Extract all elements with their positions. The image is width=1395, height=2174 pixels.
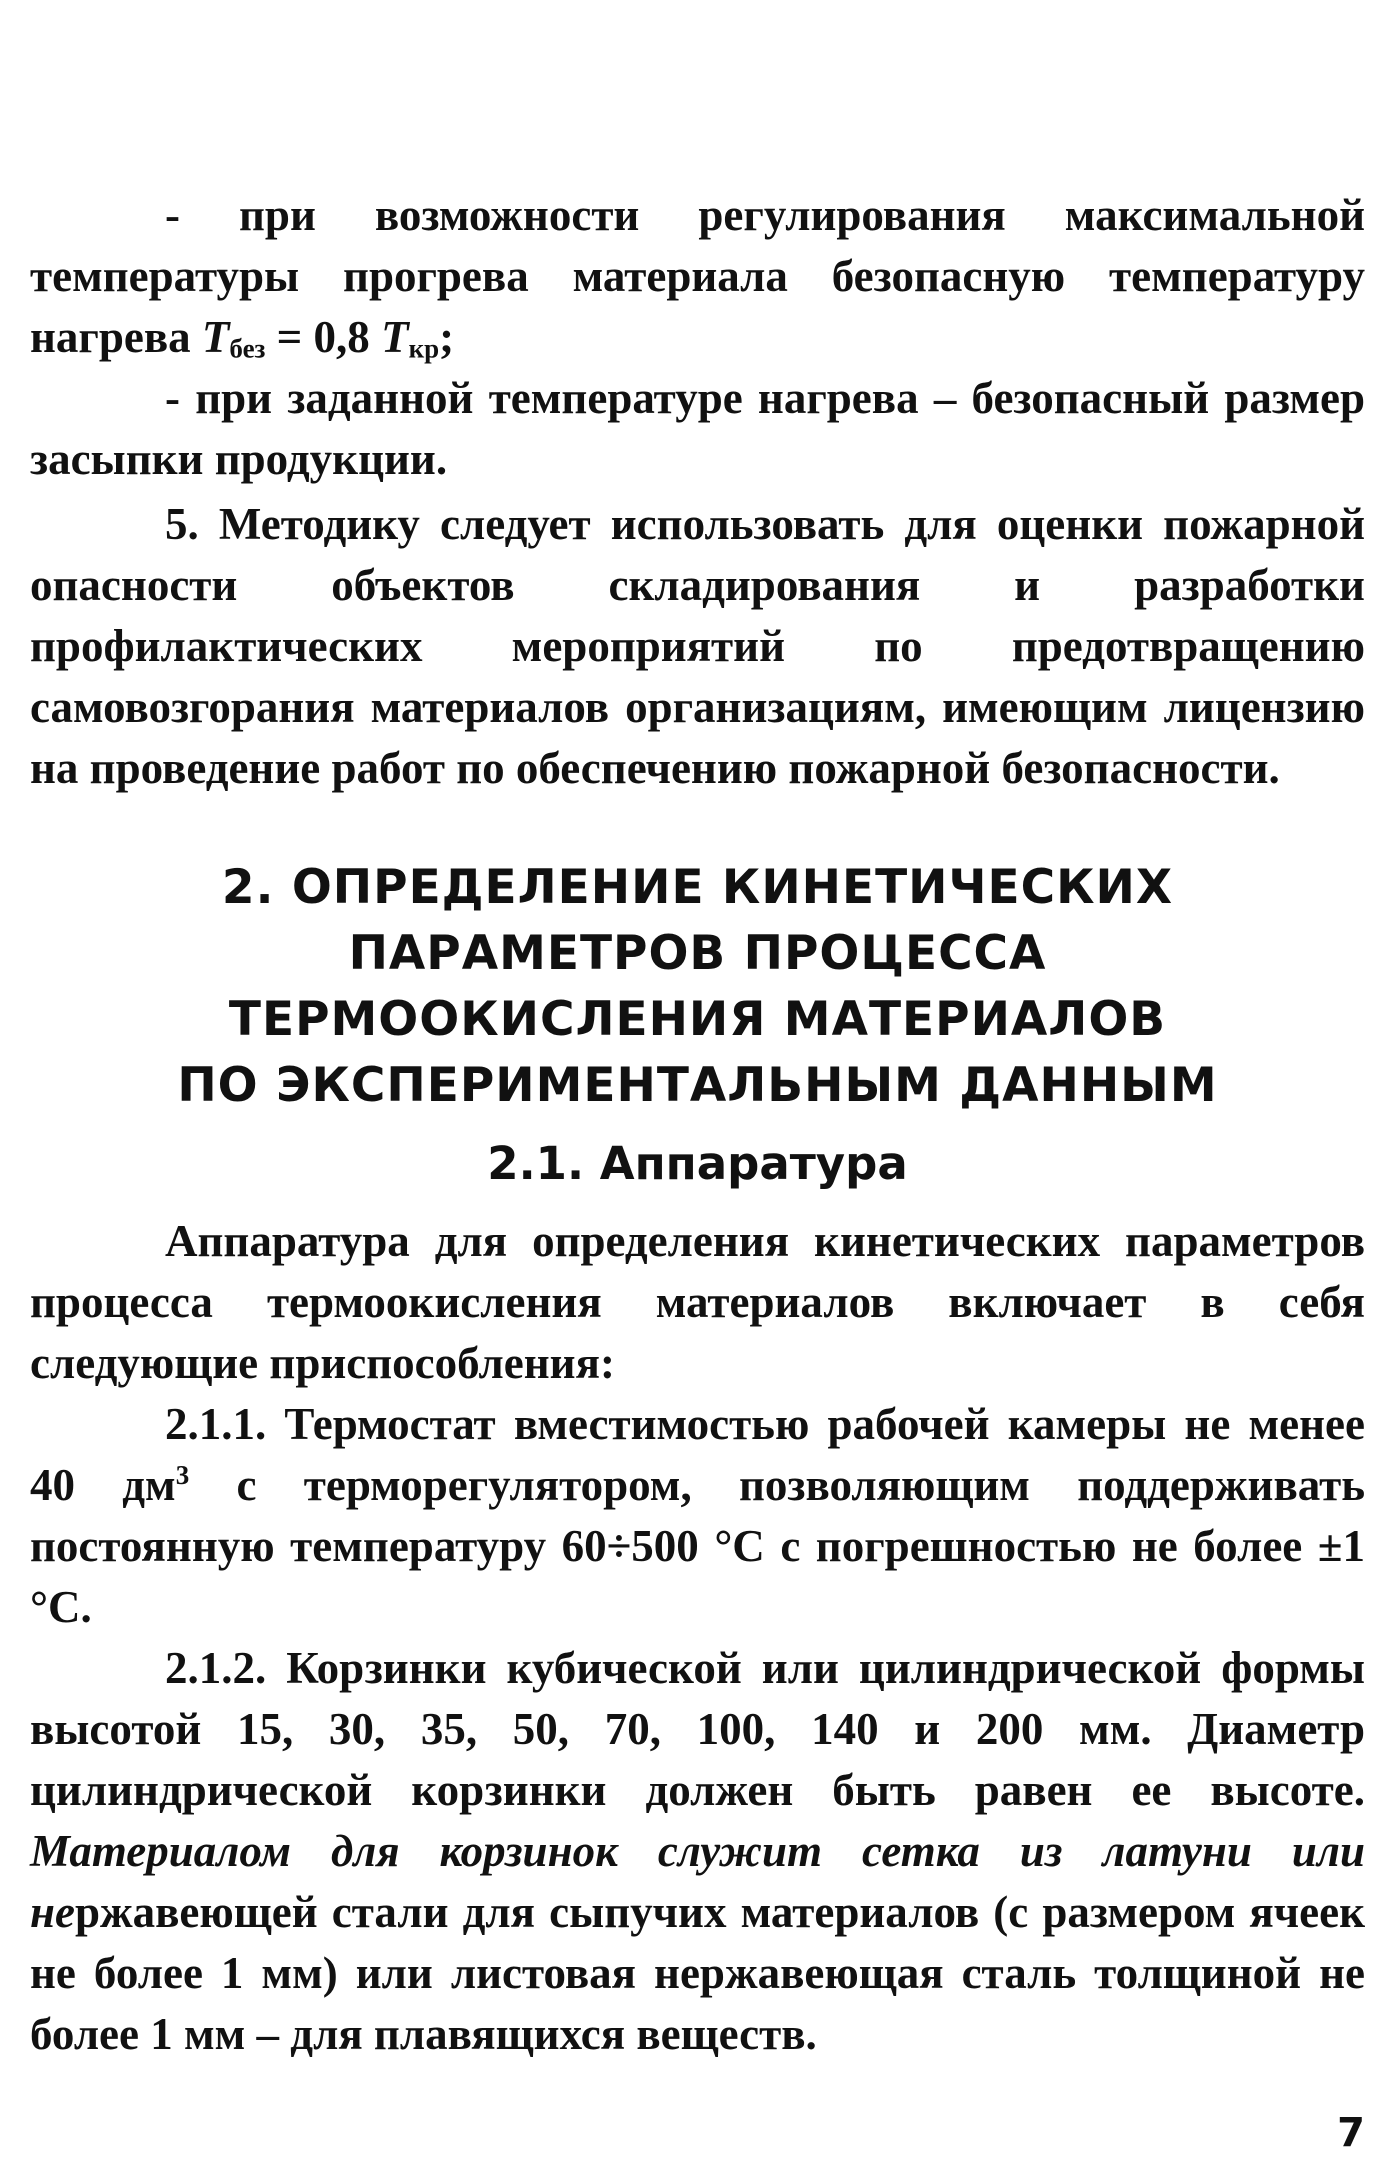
thermostat-text-start: 2.1.1. Термостат вместимостью рабочей камеры не менее 40 дм — [30, 1399, 1365, 1510]
section-heading-line: ПАРАМЕТРОВ ПРОЦЕССА — [348, 926, 1047, 981]
subscript-critical: кр — [408, 333, 440, 364]
paragraph-baskets — [30, 1638, 1365, 2065]
superscript-cubic: 3 — [175, 1459, 190, 1490]
baskets-text-start: 2.1.2. Корзинки кубической или цилиндрической формы высотой 15, 30, 35, 50, 70, 100, 140 и 200 мм. Диаметр цилиндрической корзинки должен быть равен ее высоте. — [30, 1643, 1365, 1815]
formula-middle: = 0,8 — [265, 312, 382, 362]
section-heading-line: ПО ЭКСПЕРИМЕНТАЛЬНЫМ ДАННЫМ — [177, 1058, 1218, 1113]
baskets-text-end: ржавеющей стали для сыпучих материалов (с размером ячеек не более 1 мм) или листовая нержавеющая сталь толщиной не более 1 мм – для плавящихся веществ. — [30, 1887, 1365, 2059]
section-heading — [30, 855, 1365, 1119]
symbol-t-critical: T — [381, 312, 409, 362]
section-heading-line: ТЕРМООКИСЛЕНИЯ МАТЕРИАЛОВ — [228, 992, 1167, 1047]
page-content — [30, 185, 1365, 2065]
paragraph-thermostat — [30, 1394, 1365, 1638]
section-heading-line: 2. ОПРЕДЕЛЕНИЕ КИНЕТИЧЕСКИХ — [221, 860, 1174, 915]
formula-end: ; — [439, 312, 455, 362]
subscript-safe: без — [229, 333, 266, 364]
symbol-t-safe: T — [201, 312, 230, 362]
subsection-heading: 2.1. Аппаратура — [487, 1137, 908, 1190]
thermostat-text-end: с терморегулятором, позволяющим поддерживать постоянную температуру 60÷500 °С с погрешностью не более ±1 °С. — [30, 1460, 1365, 1632]
page-number: 7 — [1337, 2110, 1365, 2156]
paragraph-safe-temperature — [30, 185, 1365, 368]
paragraph-methodology-usage: 5. Методику следует использовать для оценки пожарной опасности объектов складирования и разработки профилактических мероприятий по предотвращению самовозгорания материалов организациям, имеющим лицензию на проведение работ по обеспечению пожарной безопасности. — [30, 499, 1365, 793]
paragraph-apparatus-intro: Аппаратура для определения кинетических параметров процесса термоокисления материалов включает в себя следующие приспособления: — [30, 1216, 1365, 1388]
paragraph-safe-temperature-text: - при возможности регулирования максимальной температуры прогрева материала безопасную температуру нагрева — [30, 190, 1365, 362]
paragraph-safe-size: - при заданной температуре нагрева – безопасный размер засыпки продукции. — [30, 373, 1365, 484]
baskets-text-italic: Материалом для корзинок служит сетка из латуни или не — [30, 1826, 1365, 1937]
